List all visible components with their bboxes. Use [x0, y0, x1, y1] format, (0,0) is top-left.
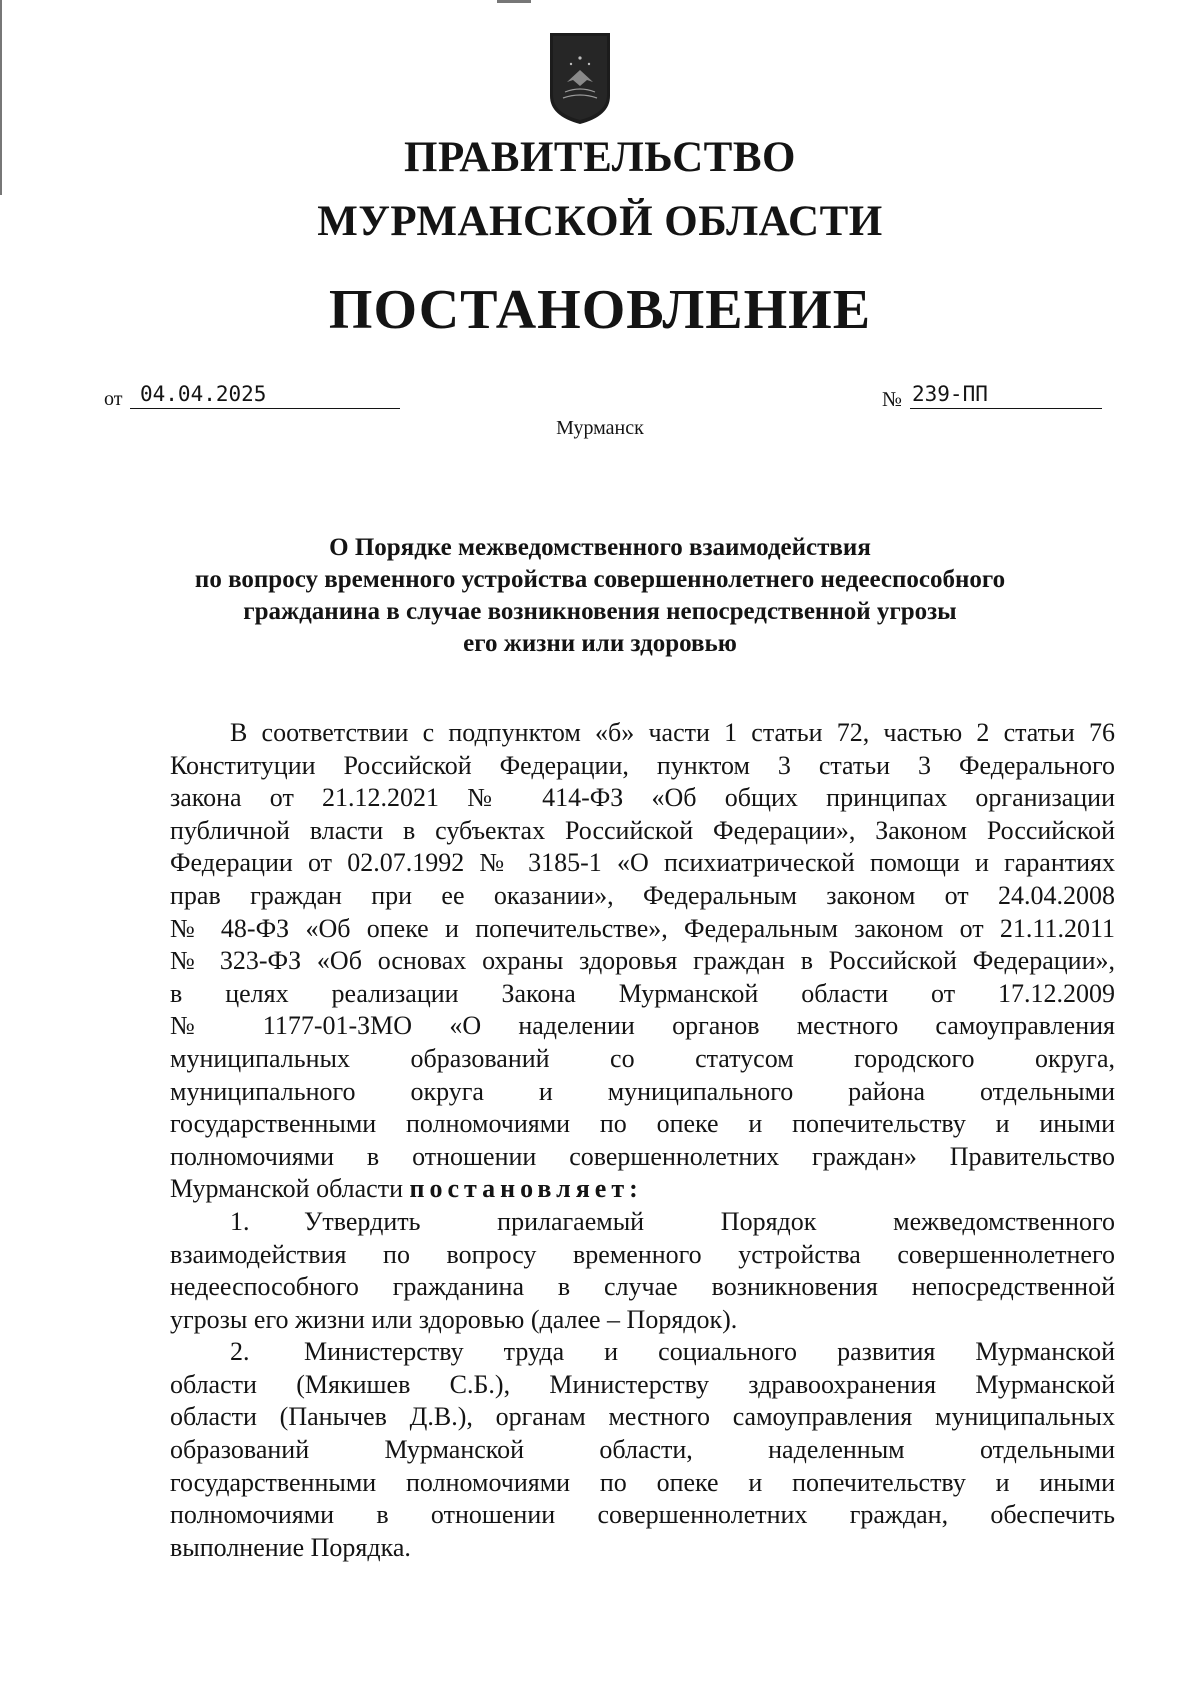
body-line: закона от 21.12.2021 № 414-ФЗ «Об общих принципах организации — [170, 783, 1115, 813]
body-line: Федерации от 02.07.1992 № 3185-1 «О психиатрической помощи и гарантиях — [170, 848, 1115, 878]
body-line: в целях реализации Закона Мурманской области от 17.12.2009 — [170, 978, 1115, 1008]
item-number: 2. — [230, 1337, 250, 1367]
date-prefix: от — [104, 388, 123, 410]
body-line: угрозы его жизни или здоровью (далее – Порядок). — [170, 1304, 738, 1334]
body-line-text: Мурманской области — [170, 1174, 403, 1204]
number-prefix: № — [882, 387, 903, 411]
document-body — [170, 717, 1115, 1564]
date-underline — [130, 380, 400, 409]
body-line: государственными полномочиями по опеке и попечительству и иными — [170, 1467, 1115, 1497]
body-line: муниципального округа и муниципального района отдельными — [170, 1076, 1115, 1106]
document-title — [140, 532, 1060, 660]
body-line: прав граждан при ее оказании», Федеральным законом от 24.04.2008 — [170, 880, 1115, 910]
resolve-word: постановляет: — [409, 1174, 643, 1204]
body-line: взаимодействия по вопросу временного устройства совершеннолетнего — [170, 1239, 1115, 1269]
body-line-text: В соответствии с подпунктом «б» части 1 статьи 72, частью 2 статьи 76 — [230, 718, 1115, 747]
title-line: по вопросу временного устройства совершеннолетнего недееспособного — [194, 566, 1006, 593]
body-line: выполнение Порядка. — [170, 1532, 411, 1562]
title-line: гражданина в случае возникновения непосредственной угрозы — [243, 598, 957, 625]
body-line — [170, 717, 1115, 750]
body-line: полномочиями в отношении совершеннолетних граждан» Правительство — [170, 1141, 1115, 1171]
body-line: муниципальных образований со статусом городского округа, — [170, 1043, 1115, 1073]
body-line: государственными полномочиями по опеке и попечительству и иными — [170, 1109, 1115, 1139]
body-line-text: Утвердить прилагаемый Порядок межведомственного — [304, 1206, 1115, 1236]
document-date: 04.04.2025 — [140, 382, 267, 406]
body-line — [170, 1173, 1115, 1206]
body-line-text: Министерству труда и социального развития Мурманской — [304, 1337, 1115, 1367]
body-line: № 48-ФЗ «Об опеке и попечительстве», Федеральным законом от 21.11.2011 — [170, 913, 1115, 943]
organization-name-line2: МУРМАНСКОЙ ОБЛАСТИ — [317, 198, 883, 245]
body-line: № 1177-01-ЗМО «О наделении органов местного самоуправления — [170, 1011, 1115, 1041]
title-line: О Порядке межведомственного взаимодействия — [329, 534, 871, 561]
title-line: его жизни или здоровью — [463, 630, 737, 657]
scan-edge-mark — [497, 0, 531, 3]
body-line: образований Мурманской области, наделенным отдельными — [170, 1435, 1115, 1465]
organization-name-line1: ПРАВИТЕЛЬСТВО — [404, 134, 796, 181]
body-line — [170, 1206, 1115, 1239]
coat-of-arms-emblem — [547, 30, 613, 126]
document-type-heading: ПОСТАНОВЛЕНИЕ — [328, 279, 872, 341]
number-underline — [910, 380, 1102, 409]
city-name: Мурманск — [556, 417, 644, 439]
body-line: области (Панычев Д.В.), органам местного самоуправления муниципальных — [170, 1402, 1115, 1432]
item-number: 1. — [230, 1206, 250, 1236]
body-line — [170, 1336, 1115, 1369]
body-line: № 323-ФЗ «Об основах охраны здоровья граждан в Российской Федерации», — [170, 946, 1115, 976]
body-line: публичной власти в субъектах Российской Федерации», Законом Российской — [170, 815, 1115, 845]
body-line: области (Мякишев С.Б.), Министерству здравоохранения Мурманской — [170, 1369, 1115, 1399]
body-line: полномочиями в отношении совершеннолетних граждан, обеспечить — [170, 1500, 1115, 1530]
document-number: 239-ПП — [912, 382, 988, 406]
body-line: Конституции Российской Федерации, пунктом 3 статьи 3 Федерального — [170, 750, 1115, 780]
body-line: недееспособного гражданина в случае возникновения непосредственной — [170, 1272, 1115, 1302]
